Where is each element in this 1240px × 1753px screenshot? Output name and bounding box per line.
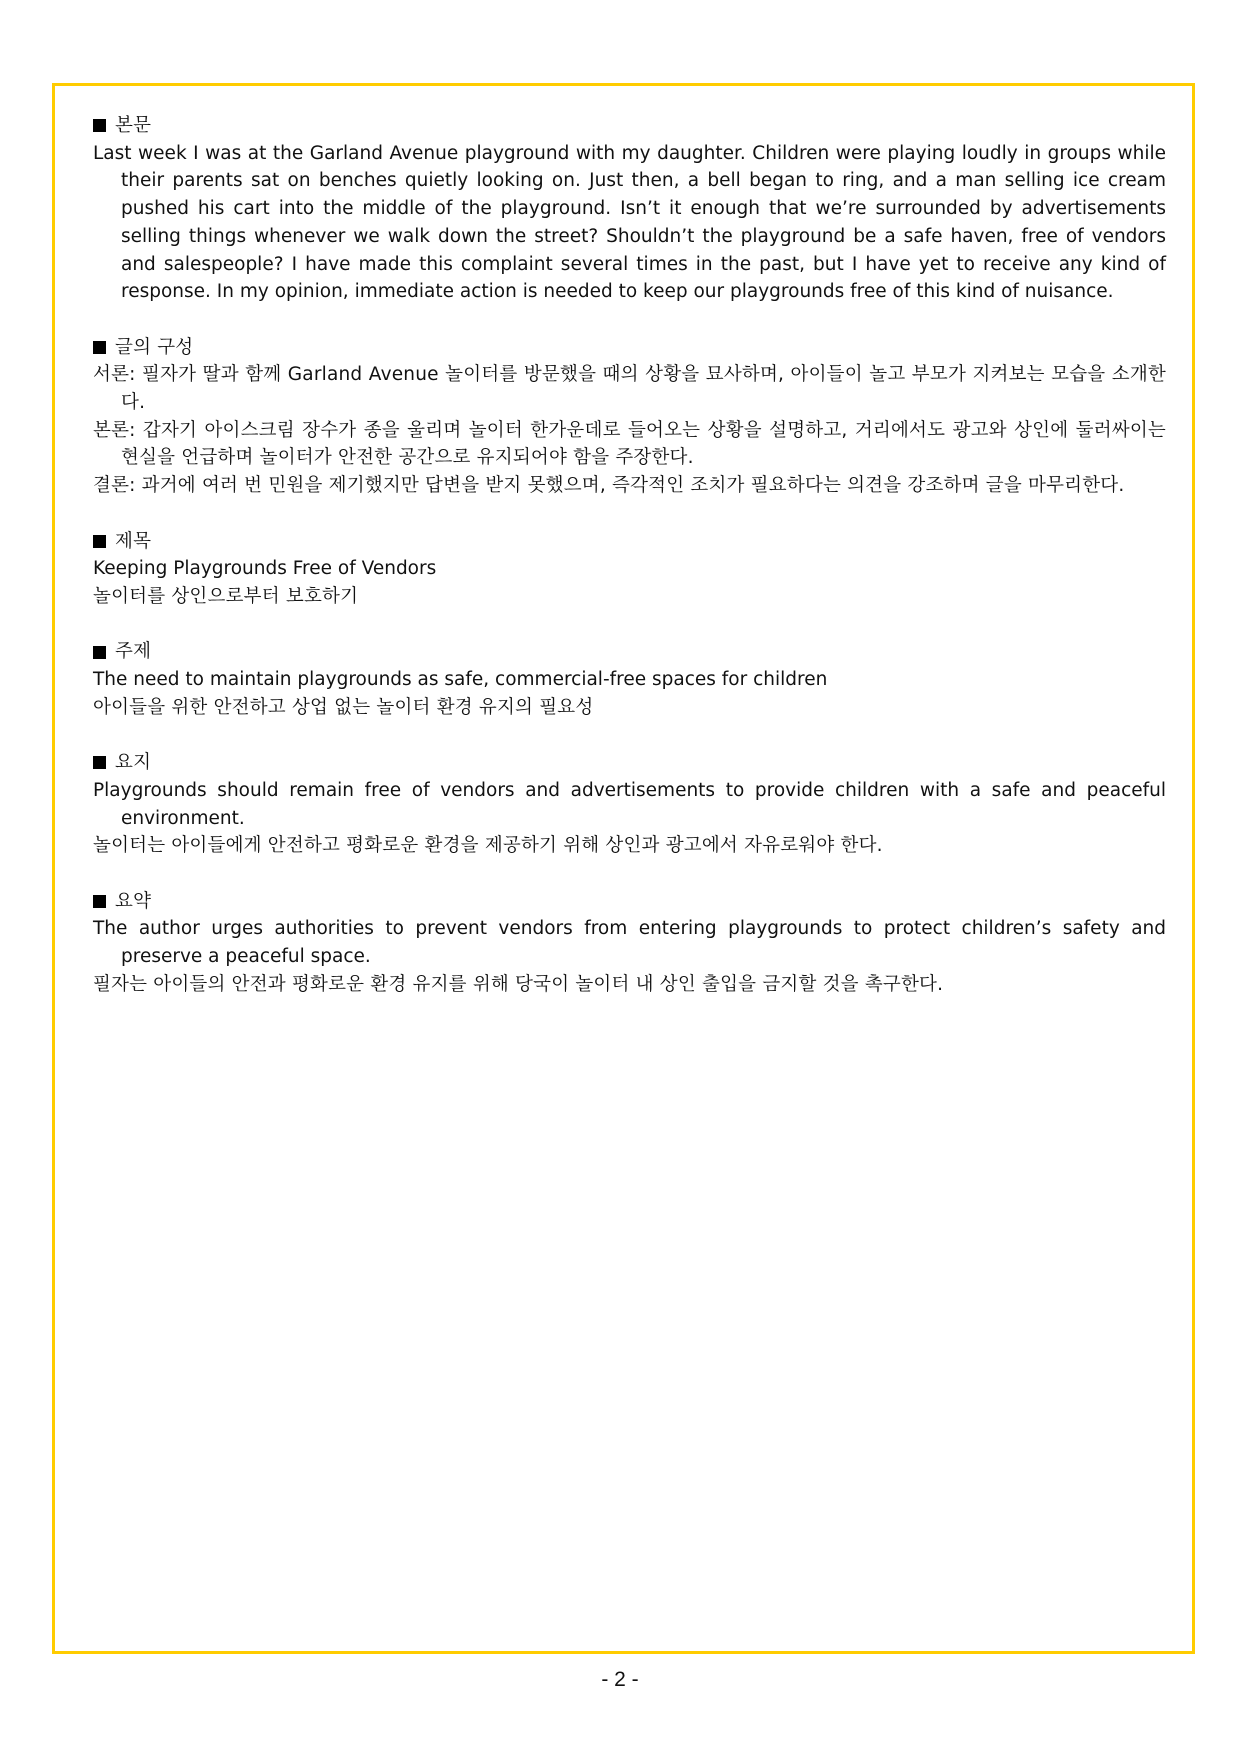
section-heading [93, 334, 1166, 362]
structure-main: 본론: 갑자기 아이스크림 장수가 종을 울리며 놀이터 한가운데로 들어오는 상황을 설명하고, 거리에서도 광고와 상인에 둘러싸이는 현실을 언급하며 놀이터가 안전한 공간으로 유지되어야 함을 주장한다. [93, 419, 1166, 469]
structure-intro: 서론: 필자가 딸과 함께 Garland Avenue 놀이터를 방문했을 때의 상황을 묘사하며, 아이들이 놀고 부모가 지켜보는 모습을 소개한다. [93, 364, 1166, 414]
title-korean: 놀이터를 상인으로부터 보호하기 [93, 585, 359, 607]
section-gist [93, 749, 1166, 860]
black-square-bullet-icon [93, 535, 106, 548]
topic-english: The need to maintain playgrounds as safe, commercial-free spaces for children [93, 669, 828, 691]
section-heading-label: 주제 [115, 641, 152, 663]
section-heading [93, 528, 1166, 556]
section-heading [93, 749, 1166, 777]
page-number: - 2 - [601, 1668, 639, 1691]
section-heading [93, 888, 1166, 916]
document-content [93, 112, 1166, 1026]
black-square-bullet-icon [93, 895, 106, 908]
section-topic [93, 638, 1166, 721]
section-heading-label: 본문 [115, 115, 152, 136]
section-structure [93, 334, 1166, 500]
black-square-bullet-icon [93, 341, 106, 354]
summary-korean: 필자는 아이들의 안전과 평화로운 환경 유지를 위해 당국이 놀이터 내 상인 출입을 금지할 것을 촉구한다. [93, 973, 944, 995]
summary-english: The author urges authorities to prevent vendors from entering playgrounds to protect children’s safety and preserve a peaceful space. [93, 918, 1166, 968]
body-paragraph: Last week I was at the Garland Avenue playground with my daughter. Children were playing loudly in groups while their parents sat on benches quietly looking on. Just then, a bell began to ring, and a man selling ice cream pushed his cart into the middle of the playground. Isn’t it enough that we’re surrounded by advertisements selling things whenever we walk down the street? Shouldn’t the playground be a safe haven, free of vendors and salespeople? I have made this complaint several times in the past, but I have yet to receive any kind of response. In my opinion, immediate action is needed to keep our playgrounds free of this kind of nuisance. [93, 142, 1166, 303]
section-heading-label: 요지 [115, 752, 152, 774]
section-heading [93, 112, 1166, 140]
structure-conclusion: 결론: 과거에 여러 번 민원을 제기했지만 답변을 받지 못했으며, 즉각적인 조치가 필요하다는 의견을 강조하며 글을 마무리한다. [93, 475, 1125, 497]
topic-korean: 아이들을 위한 안전하고 상업 없는 놀이터 환경 유지의 필요성 [93, 696, 594, 718]
section-body [93, 112, 1166, 306]
section-heading-label: 제목 [115, 530, 152, 552]
section-heading [93, 638, 1166, 666]
black-square-bullet-icon [93, 756, 106, 769]
gist-english: Playgrounds should remain free of vendors and advertisements to provide children with a safe and peaceful environment. [93, 779, 1166, 829]
black-square-bullet-icon [93, 646, 106, 659]
section-title [93, 528, 1166, 611]
gist-korean: 놀이터는 아이들에게 안전하고 평화로운 환경을 제공하기 위해 상인과 광고에서 자유로워야 한다. [93, 835, 883, 857]
title-english: Keeping Playgrounds Free of Vendors [93, 558, 437, 580]
section-heading-label: 글의 구성 [115, 336, 194, 358]
section-heading-label: 요약 [115, 890, 152, 912]
section-summary [93, 888, 1166, 999]
black-square-bullet-icon [93, 119, 106, 132]
